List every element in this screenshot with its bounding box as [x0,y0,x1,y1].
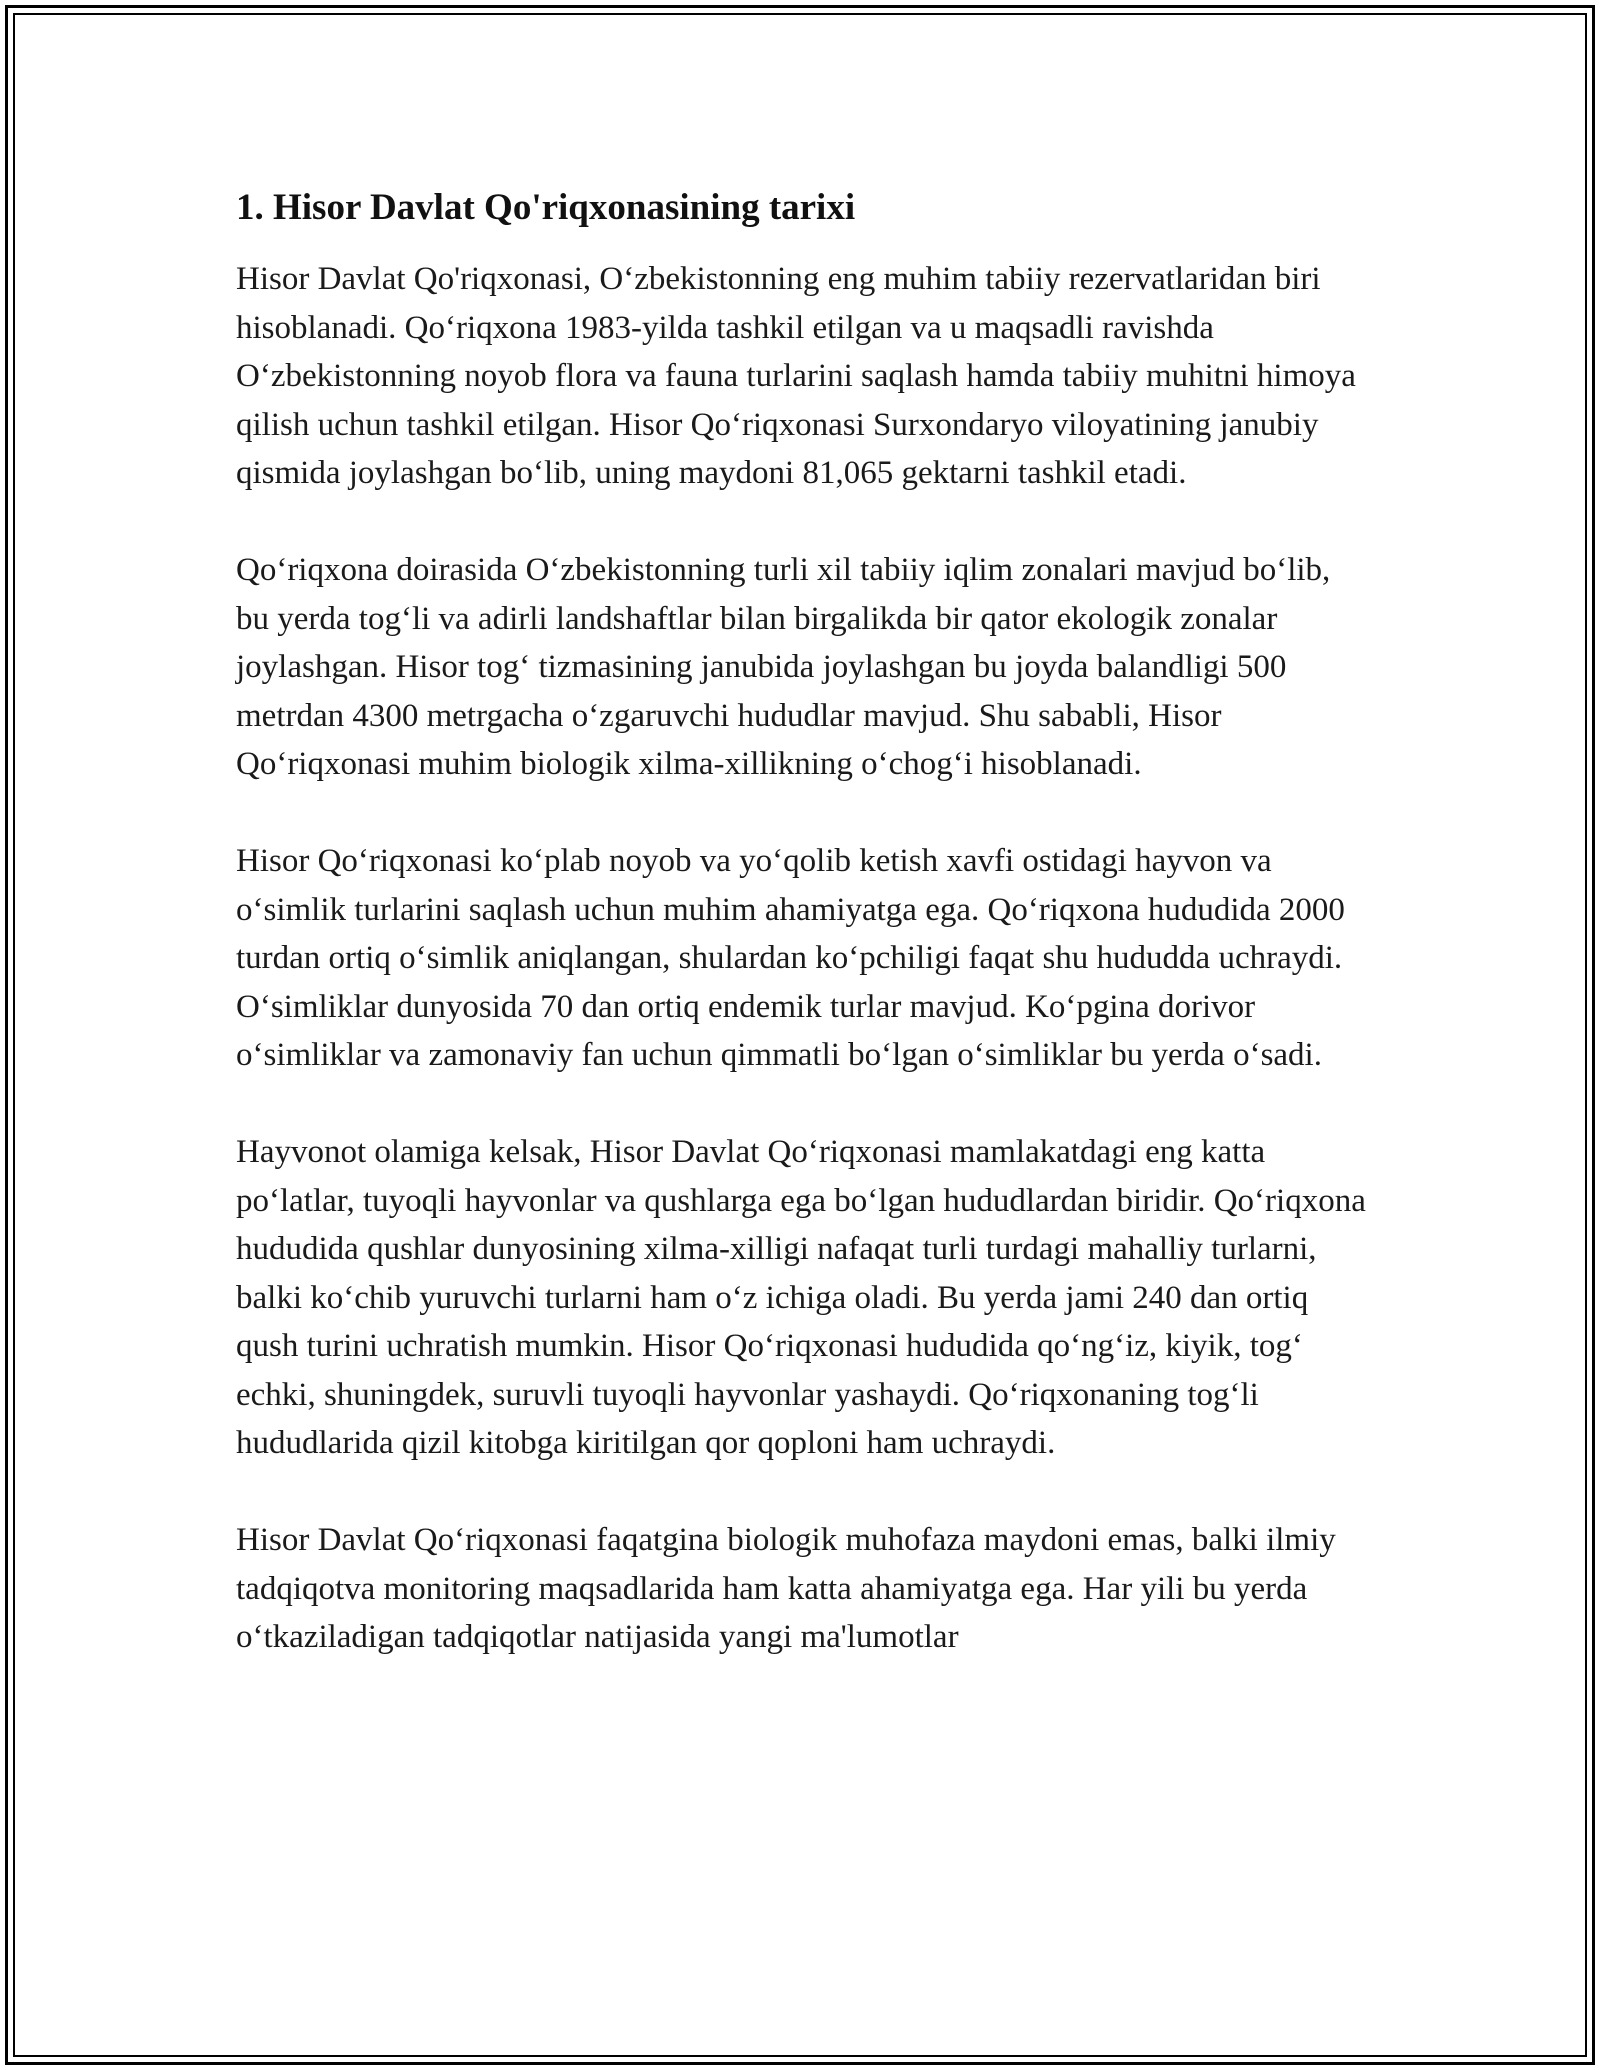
paragraph-research: Hisor Davlat Qo‘riqxonasi faqatgina biologik muhofaza maydoni emas, balki ilmiy tadqiqotva monitoring maqsadlarida ham katta ahamiyatga ega. Har yili bu yerda o‘tkaziladigan tadqiqotlar natijasida yangi ma'lumotlar [236,1522,1336,1655]
paragraph-flora: Hisor Qo‘riqxonasi ko‘plab noyob va yo‘qolib ketish xavfi ostidagi hayvon va o‘simlik turlarini saqlash uchun muhim ahamiyatga ega. Qo‘riqxona hududida 2000 turdan ortiq o‘simlik aniqlangan, shulardan ko‘pchiligi faqat shu hududda uchraydi. O‘simliklar dunyosida 70 dan ortiq endemik turlar mavjud. Ko‘pgina dorivor o‘simliklar va zamonaviy fan uchun qimmatli bo‘lgan o‘simliklar bu yerda o‘sadi. [236,843,1345,1073]
document-body [236,185,1366,1710]
paragraph-history: Hisor Davlat Qo'riqxonasi, O‘zbekistonning eng muhim tabiiy rezervatlaridan biri hisoblanadi. Qo‘riqxona 1983-yilda tashkil etilgan va u maqsadli ravishda O‘zbekistonning noyob flora va fauna turlarini saqlash hamda tabiiy muhitni himoya qilish uchun tashkil etilgan. Hisor Qo‘riqxonasi Surxondaryo viloyatining janubiy qismida joylashgan bo‘lib, uning maydoni 81,065 gektarni tashkil etadi. [236,261,1356,491]
section-title: 1. Hisor Davlat Qo'riqxonasining tarixi [236,187,856,228]
paragraph-climate-zones: Qo‘riqxona doirasida O‘zbekistonning turli xil tabiiy iqlim zonalari mavjud bo‘lib, bu yerda tog‘li va adirli landshaftlar bilan birgalikda bir qator ekologik zonalar joylashgan. Hisor tog‘ tizmasining janubida joylashgan bu joyda balandligi 500 metrdan 4300 metrgacha o‘zgaruvchi hududlar mavjud. Shu sababli, Hisor Qo‘riqxonasi muhim biologik xilma-xillikning o‘chog‘i hisoblanadi. [236,552,1331,782]
paragraph-fauna: Hayvonot olamiga kelsak, Hisor Davlat Qo‘riqxonasi mamlakatdagi eng katta po‘latlar, tuyoqli hayvonlar va qushlarga ega bo‘lgan hududlardan biridir. Qo‘riqxona hududida qushlar dunyosining xilma-xilligi nafaqat turli turdagi mahalliy turlarni, balki ko‘chib yuruvchi turlarni ham o‘z ichiga oladi. Bu yerda jami 240 dan ortiq qush turini uchratish mumkin. Hisor Qo‘riqxonasi hududida qo‘ng‘iz, kiyik, tog‘ echki, shuningdek, suruvli tuyoqli hayvonlar yashaydi. Qo‘riqxonaning tog‘li hududlarida qizil kitobga kiritilgan qor qoploni ham uchraydi. [236,1134,1366,1461]
